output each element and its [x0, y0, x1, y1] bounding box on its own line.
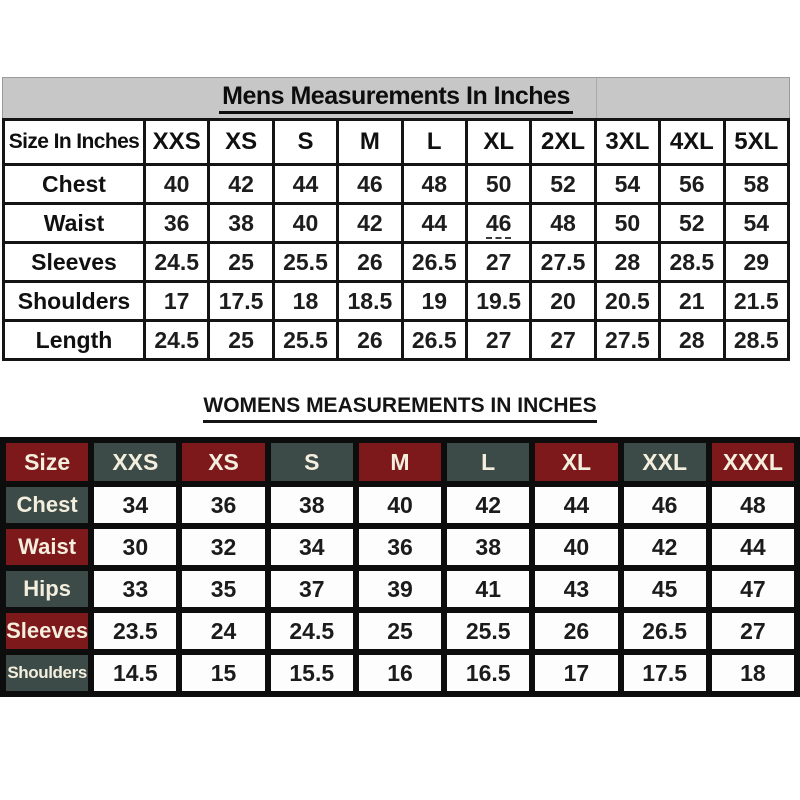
mens-cell-shoulders-2xl: 20 — [531, 282, 595, 321]
womens-cell-chest-xxxl: 48 — [712, 487, 794, 523]
womens-size-chart-section — [0, 394, 800, 697]
womens-row-chest — [6, 487, 794, 523]
mens-cell-shoulders-5xl: 21.5 — [724, 282, 788, 321]
mens-size-header-xl: XL — [466, 120, 530, 165]
mens-cell-shoulders-xxs: 17 — [145, 282, 209, 321]
womens-measurements-table — [0, 437, 800, 697]
mens-cell-shoulders-4xl: 21 — [660, 282, 724, 321]
womens-row-label-shoulders: Shoulders — [6, 655, 88, 691]
mens-corner-header: Size In Inches — [4, 120, 145, 165]
womens-corner-header: Size — [6, 443, 88, 481]
womens-cell-sleeves-l: 25.5 — [447, 613, 529, 649]
womens-cell-hips-l: 41 — [447, 571, 529, 607]
womens-cell-waist-l: 38 — [447, 529, 529, 565]
mens-cell-chest-4xl: 56 — [660, 165, 724, 204]
womens-cell-hips-xxl: 45 — [624, 571, 706, 607]
mens-cell-shoulders-m: 18.5 — [338, 282, 402, 321]
womens-title-wrap — [0, 394, 800, 424]
mens-cell-waist-3xl: 50 — [595, 204, 659, 243]
womens-chart-title: WOMENS MEASUREMENTS IN INCHES — [203, 394, 596, 423]
womens-cell-sleeves-xxl: 26.5 — [624, 613, 706, 649]
womens-cell-hips-xl: 43 — [535, 571, 617, 607]
title-band-divider-line — [596, 78, 597, 118]
mens-cell-sleeves-xxs: 24.5 — [145, 243, 209, 282]
mens-cell-chest-xs: 42 — [209, 165, 273, 204]
mens-cell-sleeves-s: 25.5 — [273, 243, 337, 282]
womens-size-header-m: M — [359, 443, 441, 481]
womens-row-label-hips: Hips — [6, 571, 88, 607]
mens-cell-length-m: 26 — [338, 321, 402, 360]
mens-row-label-waist: Waist — [4, 204, 145, 243]
womens-row-label-chest: Chest — [6, 487, 88, 523]
womens-cell-waist-xs: 32 — [182, 529, 264, 565]
mens-cell-chest-2xl: 52 — [531, 165, 595, 204]
mens-size-header-2xl: 2XL — [531, 120, 595, 165]
mens-size-header-xs: XS — [209, 120, 273, 165]
womens-size-header-xs: XS — [182, 443, 264, 481]
womens-cell-waist-xxl: 42 — [624, 529, 706, 565]
mens-cell-length-s: 25.5 — [273, 321, 337, 360]
mens-cell-shoulders-xs: 17.5 — [209, 282, 273, 321]
mens-chart-title-band — [2, 77, 790, 118]
womens-cell-chest-xxl: 46 — [624, 487, 706, 523]
mens-row-shoulders — [4, 282, 789, 321]
mens-cell-length-2xl: 27 — [531, 321, 595, 360]
womens-cell-chest-m: 40 — [359, 487, 441, 523]
mens-cell-length-5xl: 28.5 — [724, 321, 788, 360]
womens-cell-shoulders-xxs: 14.5 — [94, 655, 176, 691]
womens-size-header-xxl: XXL — [624, 443, 706, 481]
mens-row-waist — [4, 204, 789, 243]
mens-cell-waist-xs: 38 — [209, 204, 273, 243]
mens-size-header-3xl: 3XL — [595, 120, 659, 165]
mens-cell-sleeves-xs: 25 — [209, 243, 273, 282]
womens-size-header-xxxl: XXXL — [712, 443, 794, 481]
womens-cell-shoulders-m: 16 — [359, 655, 441, 691]
womens-size-header-xxs: XXS — [94, 443, 176, 481]
mens-row-label-length: Length — [4, 321, 145, 360]
mens-cell-shoulders-l: 19 — [402, 282, 466, 321]
mens-cell-sleeves-3xl: 28 — [595, 243, 659, 282]
mens-size-chart-section — [2, 77, 790, 361]
mens-cell-length-xl: 27 — [466, 321, 530, 360]
womens-cell-sleeves-xxxl: 27 — [712, 613, 794, 649]
mens-cell-sleeves-m: 26 — [338, 243, 402, 282]
womens-cell-shoulders-s: 15.5 — [271, 655, 353, 691]
mens-size-header-xxs: XXS — [145, 120, 209, 165]
womens-cell-hips-xxs: 33 — [94, 571, 176, 607]
mens-row-label-chest: Chest — [4, 165, 145, 204]
mens-cell-waist-xl — [466, 204, 530, 243]
mens-cell-chest-m: 46 — [338, 165, 402, 204]
mens-cell-waist-s: 40 — [273, 204, 337, 243]
mens-row-label-shoulders: Shoulders — [4, 282, 145, 321]
mens-cell-waist-5xl: 54 — [724, 204, 788, 243]
mens-cell-chest-l: 48 — [402, 165, 466, 204]
womens-cell-waist-xxxl: 44 — [712, 529, 794, 565]
womens-cell-sleeves-m: 25 — [359, 613, 441, 649]
womens-cell-hips-xs: 35 — [182, 571, 264, 607]
mens-cell-shoulders-s: 18 — [273, 282, 337, 321]
mens-cell-length-xs: 25 — [209, 321, 273, 360]
mens-size-header-4xl: 4XL — [660, 120, 724, 165]
mens-cell-waist-2xl: 48 — [531, 204, 595, 243]
womens-cell-waist-xl: 40 — [535, 529, 617, 565]
womens-cell-chest-xxs: 34 — [94, 487, 176, 523]
womens-size-header-s: S — [271, 443, 353, 481]
womens-cell-sleeves-xxs: 23.5 — [94, 613, 176, 649]
womens-row-shoulders — [6, 655, 794, 691]
mens-size-header-l: L — [402, 120, 466, 165]
mens-row-length — [4, 321, 789, 360]
mens-size-header-m: M — [338, 120, 402, 165]
mens-size-header-s: S — [273, 120, 337, 165]
mens-chart-title: Mens Measurements In Inches — [219, 82, 573, 115]
womens-cell-hips-s: 37 — [271, 571, 353, 607]
mens-cell-sleeves-4xl: 28.5 — [660, 243, 724, 282]
womens-cell-chest-xs: 36 — [182, 487, 264, 523]
womens-header-row — [6, 443, 794, 481]
womens-cell-waist-s: 34 — [271, 529, 353, 565]
womens-cell-shoulders-xl: 17 — [535, 655, 617, 691]
womens-row-sleeves — [6, 613, 794, 649]
womens-cell-shoulders-l: 16.5 — [447, 655, 529, 691]
mens-cell-waist-l: 44 — [402, 204, 466, 243]
underlined-value: 46 — [486, 210, 512, 239]
womens-cell-hips-xxxl: 47 — [712, 571, 794, 607]
womens-cell-chest-s: 38 — [271, 487, 353, 523]
mens-row-chest — [4, 165, 789, 204]
womens-row-hips — [6, 571, 794, 607]
mens-cell-length-3xl: 27.5 — [595, 321, 659, 360]
mens-cell-chest-s: 44 — [273, 165, 337, 204]
mens-header-row — [4, 120, 789, 165]
womens-cell-chest-xl: 44 — [535, 487, 617, 523]
womens-cell-shoulders-xxl: 17.5 — [624, 655, 706, 691]
mens-cell-length-xxs: 24.5 — [145, 321, 209, 360]
mens-row-sleeves — [4, 243, 789, 282]
mens-cell-sleeves-5xl: 29 — [724, 243, 788, 282]
womens-cell-waist-xxs: 30 — [94, 529, 176, 565]
mens-cell-sleeves-2xl: 27.5 — [531, 243, 595, 282]
womens-row-label-waist: Waist — [6, 529, 88, 565]
mens-cell-waist-4xl: 52 — [660, 204, 724, 243]
womens-cell-shoulders-xs: 15 — [182, 655, 264, 691]
mens-cell-length-4xl: 28 — [660, 321, 724, 360]
mens-size-header-5xl: 5XL — [724, 120, 788, 165]
womens-size-header-l: L — [447, 443, 529, 481]
mens-cell-waist-xxs: 36 — [145, 204, 209, 243]
womens-cell-chest-l: 42 — [447, 487, 529, 523]
womens-cell-sleeves-s: 24.5 — [271, 613, 353, 649]
mens-cell-chest-xl: 50 — [466, 165, 530, 204]
mens-cell-chest-xxs: 40 — [145, 165, 209, 204]
womens-size-header-xl: XL — [535, 443, 617, 481]
mens-cell-sleeves-xl: 27 — [466, 243, 530, 282]
womens-cell-waist-m: 36 — [359, 529, 441, 565]
mens-cell-length-l: 26.5 — [402, 321, 466, 360]
womens-cell-sleeves-xs: 24 — [182, 613, 264, 649]
mens-cell-sleeves-l: 26.5 — [402, 243, 466, 282]
mens-cell-chest-5xl: 58 — [724, 165, 788, 204]
mens-cell-shoulders-xl: 19.5 — [466, 282, 530, 321]
mens-cell-shoulders-3xl: 20.5 — [595, 282, 659, 321]
womens-row-waist — [6, 529, 794, 565]
mens-row-label-sleeves: Sleeves — [4, 243, 145, 282]
mens-measurements-table — [2, 118, 790, 361]
womens-cell-hips-m: 39 — [359, 571, 441, 607]
womens-row-label-sleeves: Sleeves — [6, 613, 88, 649]
womens-cell-shoulders-xxxl: 18 — [712, 655, 794, 691]
mens-cell-chest-3xl: 54 — [595, 165, 659, 204]
mens-cell-waist-m: 42 — [338, 204, 402, 243]
womens-cell-sleeves-xl: 26 — [535, 613, 617, 649]
